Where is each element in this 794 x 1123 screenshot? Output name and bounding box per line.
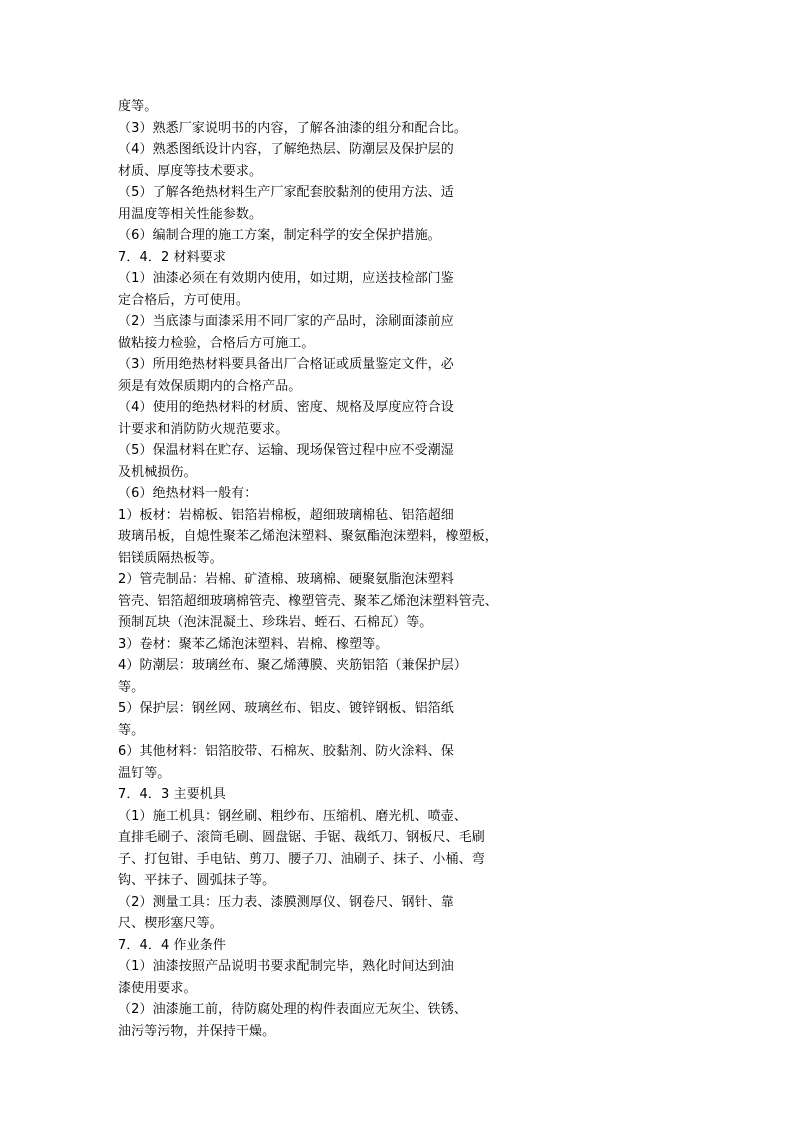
text-line: （3）熟悉厂家说明书的内容，了解各油漆的组分和配合比。 [118,120,467,136]
text-line: 3）卷材：聚苯乙烯泡沫塑料、岩棉、橡塑等。 [118,636,389,652]
text-line: 玻璃吊板，自熄性聚苯乙烯泡沫塑料、聚氨酯泡沫塑料，橡塑板， [118,529,498,544]
text-line: 2）管壳制品：岩棉、矿渣棉、玻璃棉、硬聚氨脂泡沫塑料 [118,572,454,587]
text-line: 度等。 [118,99,158,114]
text-line: 预制瓦块（泡沫混凝土、珍珠岩、蛭石、石棉瓦）等。 [118,615,433,630]
section-heading: 7．4．3 主要机具 [118,787,226,802]
text-line: 材质、厚度等技术要求。 [118,163,263,179]
text-line: 及机械损伤。 [118,464,197,480]
text-line: （3）所用绝热材料要具备出厂合格证或质量鉴定文件，必 [118,357,454,372]
text-line: （1）油漆按照产品说明书要求配制完毕，熟化时间达到油 [118,959,454,974]
text-line: 定合格后，方可使用。 [118,292,250,308]
text-line: （4）熟悉图纸设计内容，了解绝热层、防潮层及保护层的 [118,142,454,157]
text-line: 尺、楔形塞尺等。 [118,916,223,931]
text-line: （2）测量工具：压力表、漆膜测厚仪、钢卷尺、钢针、靠 [118,894,454,910]
text-line: （2）油漆施工前，待防腐处理的构件表面应无灰尘、铁锈、 [118,1002,467,1017]
text-line: （1）油漆必须在有效期内使用，如过期，应送技检部门鉴 [118,271,454,286]
text-line: 5）保护层：钢丝网、玻璃丝布、铝皮、镀锌钢板、铝箔纸 [118,701,454,716]
text-line: （1）施工机具：钢丝刷、粗纱布、压缩机、磨光机、喷壶、 [118,808,467,824]
text-line: 1）板材：岩棉板、铝箔岩棉板，超细玻璃棉毡、铝箔超细 [118,507,454,523]
text-line: 直排毛刷子、滚筒毛刷、圆盘锯、手锯、裁纸刀、钢板尺、毛刷 [118,830,485,845]
text-line: （4）使用的绝热材料的材质、密度、规格及厚度应符合设 [118,400,454,415]
text-line: 温钉等。 [118,765,171,781]
text-line: 做粘接力检验，合格后方可施工。 [118,335,315,351]
text-line: 铝镁质隔热板等。 [118,550,223,566]
text-line: （5）了解各绝热材料生产厂家配套胶黏剂的使用方法、适 [118,185,454,200]
text-line: （2）当底漆与面漆采用不同厂家的产品时，涂刷面漆前应 [118,314,454,329]
document-body [118,96,538,1042]
text-line: 6）其他材料：铝箔胶带、石棉灰、胶黏剂、防火涂料、保 [118,744,454,759]
text-line: 油污等污物，并保持干燥。 [118,1023,276,1039]
text-line: 子、打包钳、手电钻、剪刀、腰子刀、油刷子、抹子、小桶、弯 [118,851,485,867]
text-line: 管壳、铝箔超细玻璃棉管壳、橡塑管壳、聚苯乙烯泡沫塑料管壳、 [118,593,498,609]
text-line: 漆使用要求。 [118,980,197,996]
text-line: 等。 [118,679,145,695]
text-line: （6）绝热材料一般有： [118,486,258,501]
text-line: （6）编制合理的施工方案，制定科学的安全保护措施。 [118,228,441,243]
text-line: 钩、平抹子、圆弧抹子等。 [118,873,276,888]
text-line: （5）保温材料在贮存、运输、现场保管过程中应不受潮湿 [118,443,454,458]
section-heading: 7．4．2 材料要求 [118,249,226,265]
text-line: 等。 [118,722,145,738]
text-line: 计要求和消防防火规范要求。 [118,421,289,437]
text-line: 用温度等相关性能参数。 [118,206,263,222]
text-line: 须是有效保质期内的合格产品。 [118,378,302,394]
section-heading: 7．4．4 作业条件 [118,937,226,953]
text-line: 4）防潮层：玻璃丝布、聚乙烯薄膜、夹筋铝箔（兼保护层） [118,658,467,673]
